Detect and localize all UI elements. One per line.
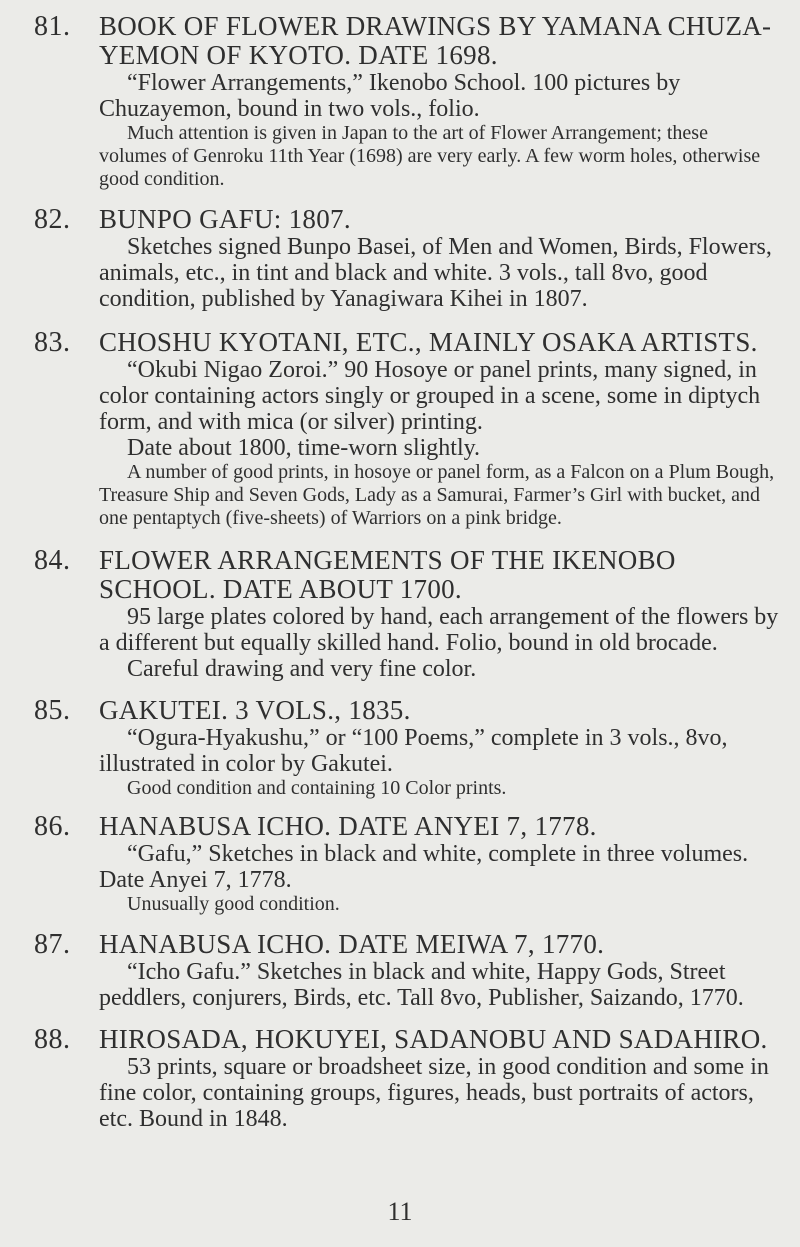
entry-number: 85. xyxy=(34,695,71,726)
entry-number: 83. xyxy=(34,327,71,358)
entry-heading: GAKUTEI. 3 VOLS., 1835. xyxy=(99,695,411,725)
entry-heading: CHOSHU KYOTANI, ETC., MAINLY OSAKA ARTISTS. xyxy=(99,327,758,357)
entry-number: 81. xyxy=(34,11,71,42)
entry-note: Unusually good condition. xyxy=(127,893,340,915)
entry-heading: FLOWER ARRANGEMENTS OF THE IKENOBO SCHOOL. DATE ABOUT 1700. xyxy=(99,545,676,604)
entry-number: 88. xyxy=(34,1024,71,1055)
entry-number: 86. xyxy=(34,811,71,842)
entry-description: “Icho Gafu.” Sketches in black and white, Happy Gods, Street peddlers, conjurers, Birds, etc. Tall 8vo, Publisher, Saizando, 1770. xyxy=(99,959,744,1011)
entry-description: “Gafu,” Sketches in black and white, complete in three volumes. Date Anyei 7, 1778. xyxy=(99,841,749,893)
catalogue-entry-86 xyxy=(34,812,780,916)
entry-remark: Careful drawing and very fine color. xyxy=(127,656,477,682)
entry-date-line: Date about 1800, time-worn slightly. xyxy=(127,435,481,461)
entry-description: 53 prints, square or broadsheet size, in good condition and some in fine color, containing groups, figures, heads, bust portraits of actors, etc. Bound in 1848. xyxy=(99,1054,769,1132)
catalogue-entry-88 xyxy=(34,1025,780,1132)
entry-description: Sketches signed Bunpo Basei, of Men and Women, Birds, Flowers, animals, etc., in tint and black and white. 3 vols., tall 8vo, good condition, published by Yanagiwara Kihei in 1807. xyxy=(99,234,772,312)
catalogue-entry-83 xyxy=(34,328,780,530)
entry-note: A number of good prints, in hosoye or panel form, as a Falcon on a Plum Bough, Treasure Ship and Seven Gods, Lady as a Samurai, Farmer’s Girl with bucket, and one pentaptych (five-sheets) of Warriors on a pink bridge. xyxy=(99,461,775,529)
catalogue-entry-82 xyxy=(34,205,780,312)
entry-heading: HIROSADA, HOKUYEI, SADANOBU AND SADAHIRO. xyxy=(99,1024,768,1054)
entry-note: Good condition and containing 10 Color prints. xyxy=(127,777,507,799)
entry-heading: HANABUSA ICHO. DATE MEIWA 7, 1770. xyxy=(99,929,605,959)
catalogue-entry-87 xyxy=(34,930,780,1011)
entry-description: “Okubi Nigao Zoroi.” 90 Hosoye or panel prints, many signed, in color containing actors singly or grouped in a scene, some in diptych form, and with mica (or silver) printing. xyxy=(99,357,761,435)
entry-heading: BUNPO GAFU: 1807. xyxy=(99,204,351,234)
catalogue-entry-85 xyxy=(34,696,780,800)
catalogue-entry-81 xyxy=(34,12,780,191)
entry-description: 95 large plates colored by hand, each arrangement of the flowers by a different but equally skilled hand. Folio, bound in old brocade. xyxy=(99,604,779,656)
entry-number: 84. xyxy=(34,545,71,576)
catalogue-entry-84 xyxy=(34,546,780,682)
entry-number: 82. xyxy=(34,204,71,235)
entry-description: “Ogura-Hyakushu,” or “100 Poems,” complete in 3 vols., 8vo, illustrated in color by Gakutei. xyxy=(99,725,728,777)
entry-note: Much attention is given in Japan to the art of Flower Arrangement; these volumes of Genroku 11th Year (1698) are very early. A few worm holes, otherwise good condition. xyxy=(99,122,761,190)
entry-heading: BOOK OF FLOWER DRAWINGS BY YAMANA CHUZA-YEMON OF KYOTO. DATE 1698. xyxy=(99,11,772,70)
entry-heading: HANABUSA ICHO. DATE ANYEI 7, 1778. xyxy=(99,811,597,841)
page-number: 11 xyxy=(387,1197,413,1226)
entry-description: “Flower Arrangements,” Ikenobo School. 100 pictures by Chuzayemon, bound in two vols., folio. xyxy=(99,70,681,122)
entry-number: 87. xyxy=(34,929,71,960)
